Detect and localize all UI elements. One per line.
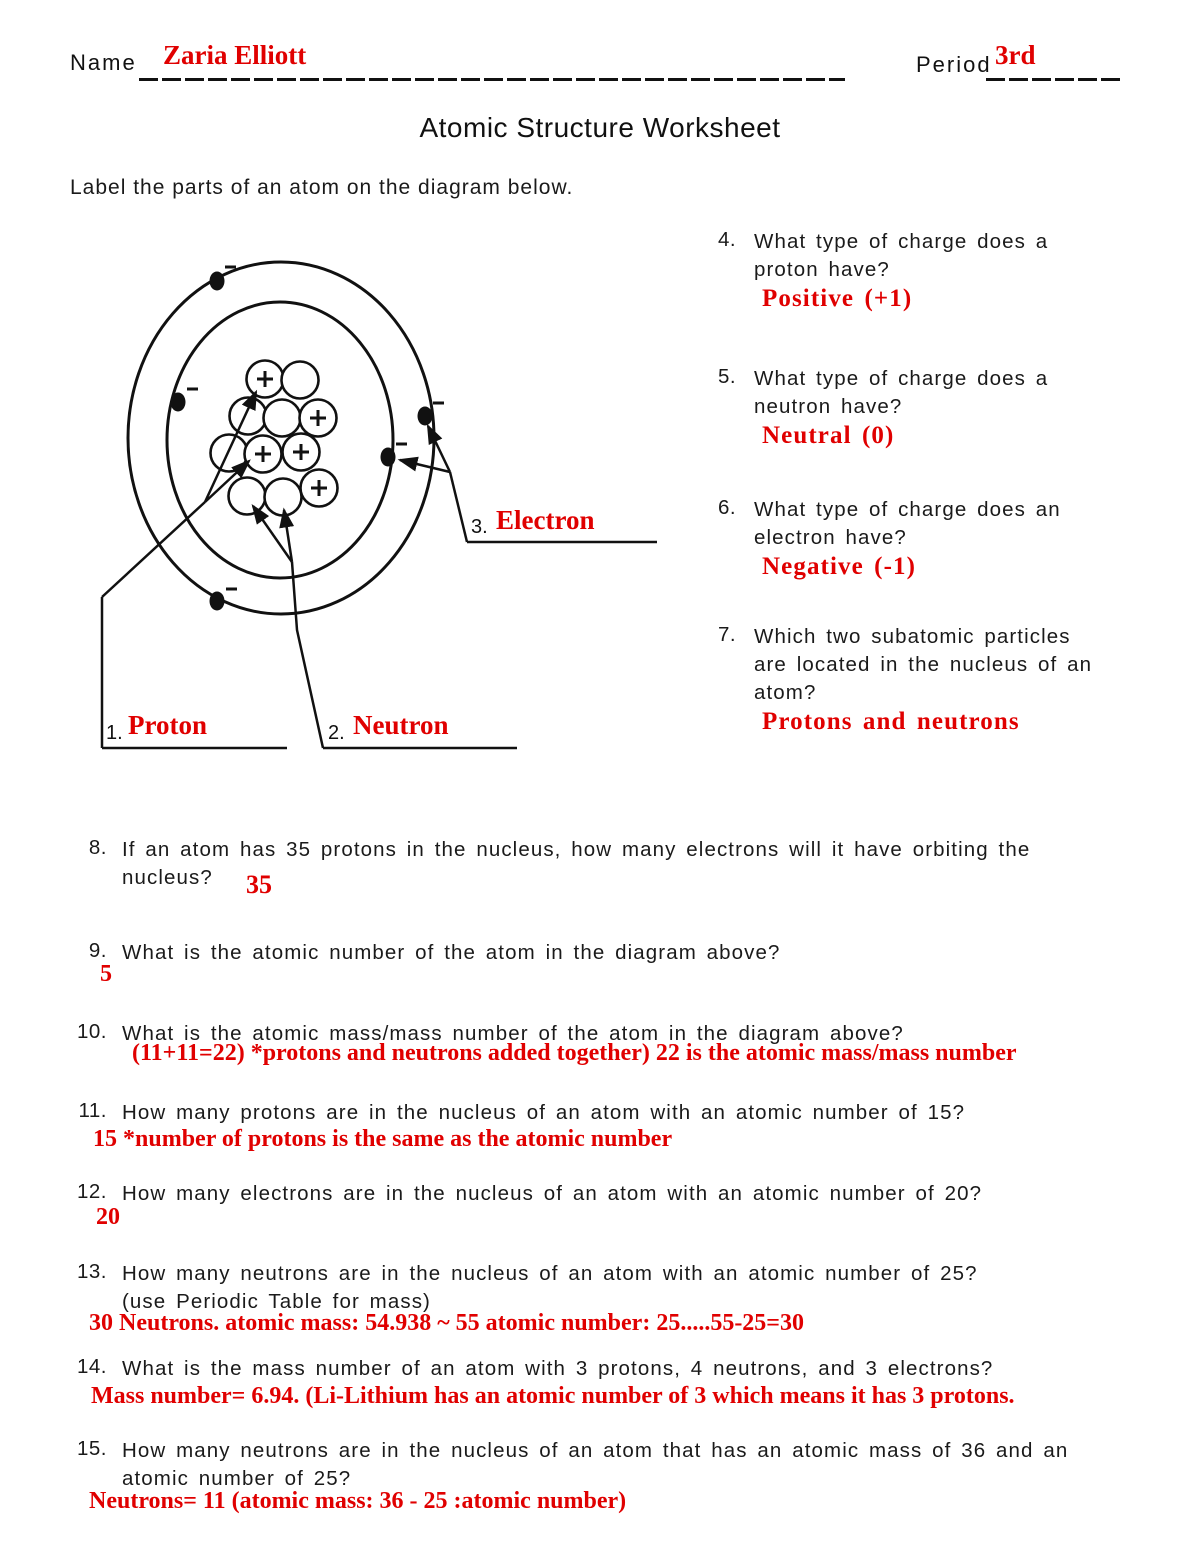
neutron-circle [282, 362, 319, 399]
question-text [754, 365, 1048, 451]
question-line: How many protons are in the nucleus of an atom with an atomic number of 15? [122, 1101, 966, 1124]
answer-text: 15 *number of protons is the same as the atomic number [93, 1126, 673, 1152]
question-9 [60, 939, 1150, 967]
question-number: 15. [77, 1437, 107, 1460]
answer-text: Protons and neutrons [762, 708, 1020, 735]
answer-text: 35 [246, 870, 272, 899]
instruction-text: Label the parts of an atom on the diagram below. [70, 176, 574, 199]
neutron-circle [229, 478, 266, 515]
electron-dot [418, 407, 433, 426]
question-line: (use Periodic Table for mass) [122, 1290, 431, 1313]
answer-text: 20 [96, 1204, 120, 1230]
question-line: electron have? [754, 526, 907, 549]
question-line: How many neutrons are in the nucleus of an atom that has an atomic mass of 36 and an [122, 1439, 1069, 1462]
question-line: neutron have? [754, 395, 903, 418]
electron-dot [381, 448, 396, 467]
question-line: nucleus? [122, 866, 213, 889]
question-line: How many neutrons are in the nucleus of an atom with an atomic number of 25? [122, 1262, 978, 1285]
question-5 [718, 365, 1138, 451]
question-line: Which two subatomic particles [754, 625, 1071, 648]
answer-text: Positive (+1) [762, 285, 913, 312]
inner-orbit [167, 302, 393, 578]
diagram-label-3-answer: Electron [496, 505, 595, 535]
question-14 [60, 1355, 1150, 1383]
diagram-label-1-number: 1. [106, 722, 123, 744]
question-number: 14. [77, 1355, 107, 1378]
label-leader-lines [102, 392, 657, 748]
period-blank-line [986, 78, 1122, 81]
question-line: atomic number of 25? [122, 1467, 352, 1490]
question-text [754, 496, 1061, 582]
neutron-circle [264, 400, 301, 437]
question-12 [60, 1180, 1150, 1208]
question-11 [60, 1099, 1150, 1127]
question-4 [718, 228, 1138, 314]
neutron-circle [230, 398, 267, 435]
electron-dot [171, 393, 186, 412]
question-number: 8. [88, 836, 107, 859]
diagram-label-3-number: 3. [471, 516, 488, 538]
question-number: 12. [77, 1180, 107, 1203]
question-number: 13. [77, 1260, 107, 1283]
question-line: What is the atomic mass/mass number of the atom in the diagram above? [122, 1022, 904, 1045]
answer-text: Negative (-1) [762, 553, 917, 580]
question-line: How many electrons are in the nucleus of an atom with an atomic number of 20? [122, 1182, 983, 1205]
question-6 [718, 496, 1138, 582]
atom-diagram [0, 0, 720, 800]
question-number: 9. [88, 939, 107, 962]
question-8 [60, 836, 1150, 892]
question-number: 11. [78, 1099, 107, 1122]
question-7 [718, 623, 1148, 737]
electron-dot [210, 272, 225, 291]
question-text [754, 228, 1048, 314]
question-text [122, 939, 781, 967]
answer-text: Neutral (0) [762, 422, 895, 449]
diagram-label-2-number: 2. [328, 722, 345, 744]
name-handwritten-value: Zaria Elliott [163, 40, 307, 70]
question-number: 7. [718, 623, 737, 646]
question-line: What is the atomic number of the atom in the diagram above? [122, 941, 781, 964]
question-number: 5. [718, 365, 737, 388]
question-text [122, 1437, 1068, 1493]
question-text [122, 1355, 993, 1383]
question-line: proton have? [754, 258, 890, 281]
question-number: 6. [718, 496, 737, 519]
answer-text: 30 Neutrons. atomic mass: 54.938 ~ 55 atomic number: 25.....55-25=30 [89, 1310, 804, 1336]
question-text [122, 1260, 978, 1316]
answer-text: 5 [100, 961, 112, 987]
question-line: What type of charge does a [754, 230, 1049, 253]
question-text [754, 623, 1092, 737]
name-label: Name [70, 50, 137, 75]
question-line: If an atom has 35 protons in the nucleus, how many electrons will it have orbiting the [122, 838, 1031, 861]
question-15 [60, 1437, 1150, 1493]
question-text [122, 1180, 982, 1208]
outer-orbit [128, 262, 434, 614]
question-line: What type of charge does an [754, 498, 1061, 521]
period-label: Period [916, 52, 992, 77]
question-line: are located in the nucleus of an [754, 653, 1093, 676]
question-line: atom? [754, 681, 817, 704]
diagram-label-1-answer: Proton [128, 710, 207, 740]
answer-text: Neutrons= 11 (atomic mass: 36 - 25 :atomic number) [89, 1488, 627, 1514]
neutron-circle [265, 479, 302, 516]
question-line: What type of charge does a [754, 367, 1049, 390]
question-13 [60, 1260, 1150, 1316]
answer-text: Mass number= 6.94. (Li-Lithium has an atomic number of 3 which means it has 3 protons. [91, 1383, 1015, 1409]
diagram-label-2-answer: Neutron [353, 710, 449, 740]
page-title: Atomic Structure Worksheet [419, 112, 781, 143]
question-number: 4. [718, 228, 737, 251]
electron-dot [210, 592, 225, 611]
question-line: What is the mass number of an atom with 3 protons, 4 neutrons, and 3 electrons? [122, 1357, 994, 1380]
answer-text: (11+11=22) *protons and neutrons added together) 22 is the atomic mass/mass number [132, 1040, 1017, 1066]
question-text [122, 1099, 965, 1127]
period-handwritten-value: 3rd [995, 40, 1036, 70]
question-number: 10. [77, 1020, 107, 1043]
